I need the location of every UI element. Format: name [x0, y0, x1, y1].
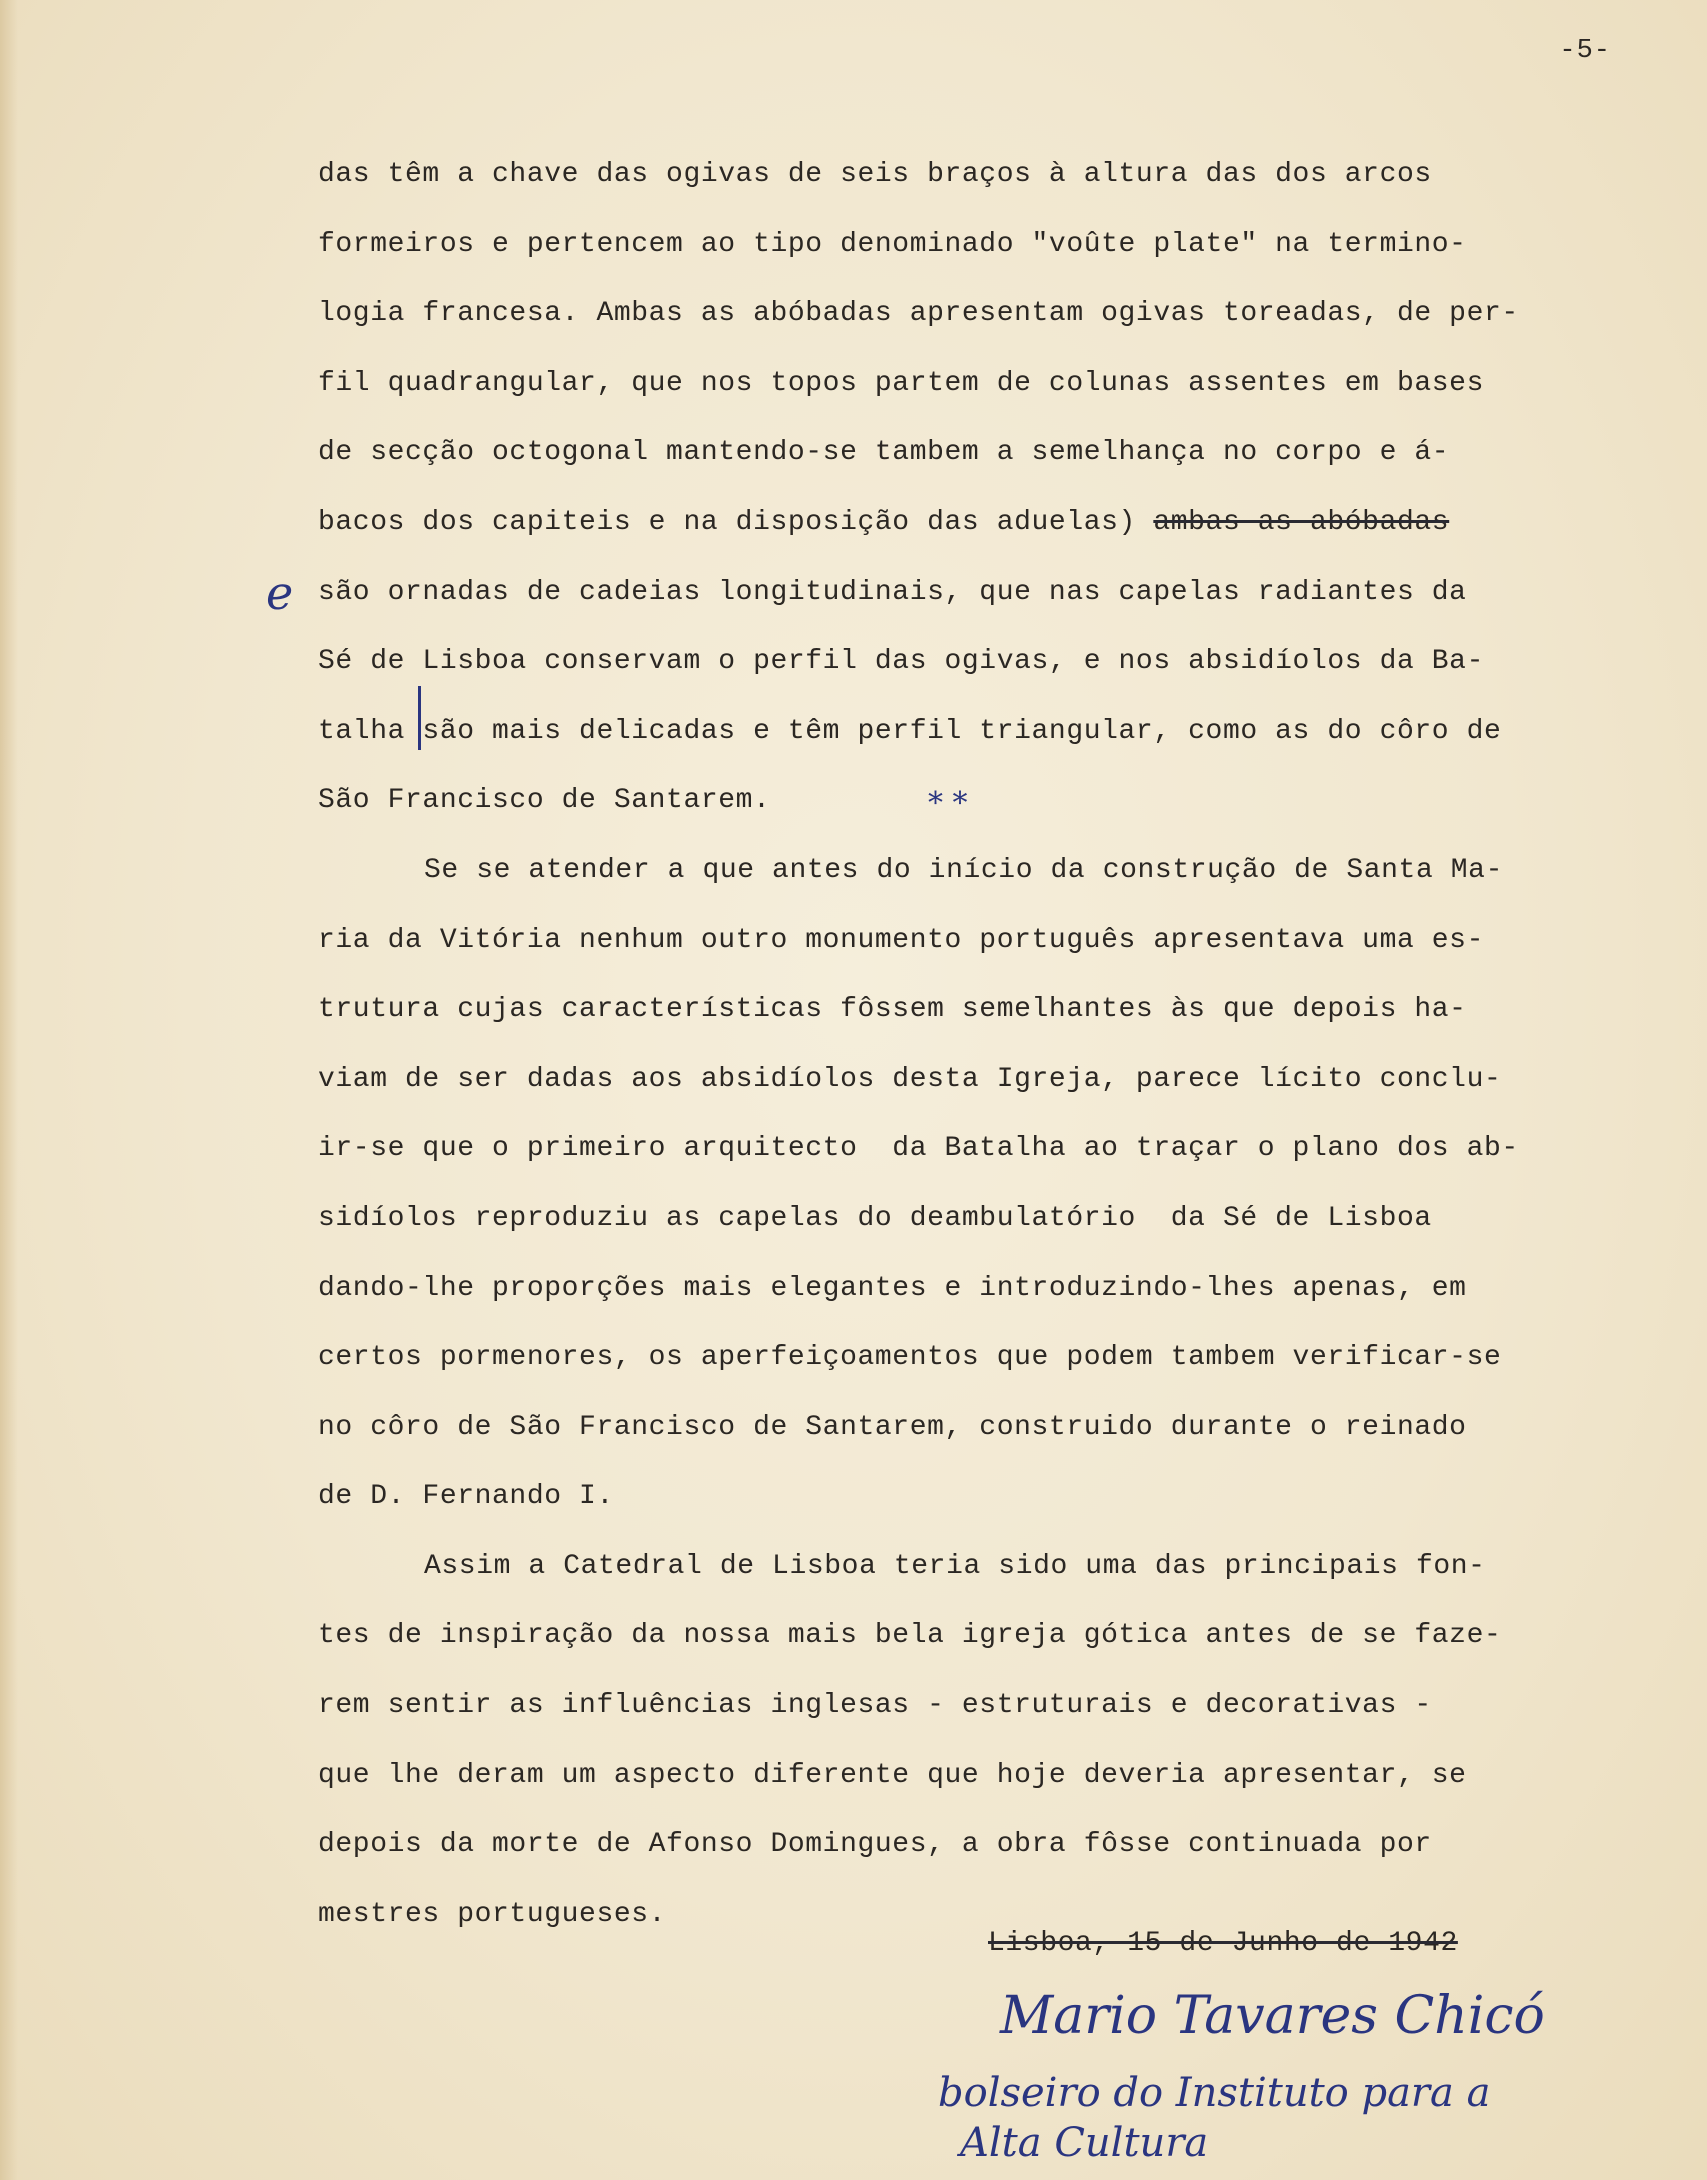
text-line: de D. Fernando I.	[318, 1481, 614, 1513]
margin-annotation: e	[266, 566, 294, 620]
struck-date-line: Lisboa, 15 de Junho de 1942	[988, 1928, 1458, 1959]
paragraph-1	[318, 140, 1678, 836]
insertion-marks: * *	[928, 786, 968, 821]
text-line: das têm a chave das ogivas de seis braços à altura das dos arcos	[318, 159, 1432, 190]
struck-text: ambas as abóbadas	[1153, 506, 1450, 538]
paragraph-2	[318, 836, 1678, 1532]
paragraph-3	[318, 1532, 1678, 1950]
text-line: Assim a Catedral de Lisboa teria sido uma das principais fon-	[424, 1550, 1486, 1582]
text-line: que lhe deram um aspecto diferente que hoje deveria apresentar, se	[318, 1759, 1467, 1791]
handwritten-signature: Mario Tavares Chicó	[1000, 1986, 1545, 2046]
text-line: tes de inspiração da nossa mais bela igreja gótica antes de se faze-	[318, 1620, 1502, 1652]
text-line: Sé de Lisboa conservam o perfil das ogivas, e nos absidíolos da Ba-	[318, 646, 1484, 678]
text-line: talha são mais delicadas e têm perfil triangular, como as do côro de	[318, 715, 1502, 747]
text-line: mestres portugueses.	[318, 1898, 667, 1930]
text-line: de secção octogonal mantendo-se tambem a semelhança no corpo e á-	[318, 437, 1450, 469]
text-fragment: bacos dos capiteis e na disposição das aduelas)	[318, 506, 1136, 538]
text-line: certos pormenores, os aperfeiçoamentos que podem tambem verificar-se	[318, 1342, 1502, 1374]
signature-note-line-1: bolseiro do Instituto para a	[938, 2070, 1491, 2116]
page-number: -5-	[1559, 36, 1611, 66]
text-line: ir-se que o primeiro arquitecto da Batalha ao traçar o plano dos ab-	[318, 1133, 1519, 1165]
signature-note-line-2: Alta Cultura	[960, 2120, 1209, 2166]
text-line: dando-lhe proporções mais elegantes e introduzindo-lhes apenas, em	[318, 1272, 1467, 1304]
text-line-with-strike	[318, 488, 1678, 558]
text-line: depois da morte de Afonso Domingues, a obra fôsse continuada por	[318, 1829, 1432, 1861]
text-line: fil quadrangular, que nos topos partem de colunas assentes em bases	[318, 367, 1484, 399]
text-line: Se se atender a que antes do início da construção de Santa Ma-	[424, 854, 1503, 886]
text-line: trutura cujas características fôssem semelhantes às que depois ha-	[318, 994, 1467, 1026]
text-line: são ornadas de cadeias longitudinais, que nas capelas radiantes da	[318, 576, 1467, 608]
text-line: viam de ser dadas aos absidíolos desta Igreja, parece lícito conclu-	[318, 1063, 1502, 1095]
text-line: no côro de São Francisco de Santarem, construido durante o reinado	[318, 1411, 1467, 1443]
text-line: São Francisco de Santarem.	[318, 785, 771, 817]
text-line: ria da Vitória nenhum outro monumento português apresentava uma es-	[318, 924, 1484, 956]
text-line: rem sentir as influências inglesas - estruturais e decorativas -	[318, 1690, 1432, 1722]
text-line: sidíolos reproduziu as capelas do deambulatório da Sé de Lisboa	[318, 1202, 1432, 1234]
body-text	[318, 140, 1678, 1949]
text-line: logia francesa. Ambas as abóbadas apresentam ogivas toreadas, de per-	[318, 298, 1519, 330]
text-line: formeiros e pertencem ao tipo denominado "voûte plate" na termino-	[318, 228, 1467, 260]
